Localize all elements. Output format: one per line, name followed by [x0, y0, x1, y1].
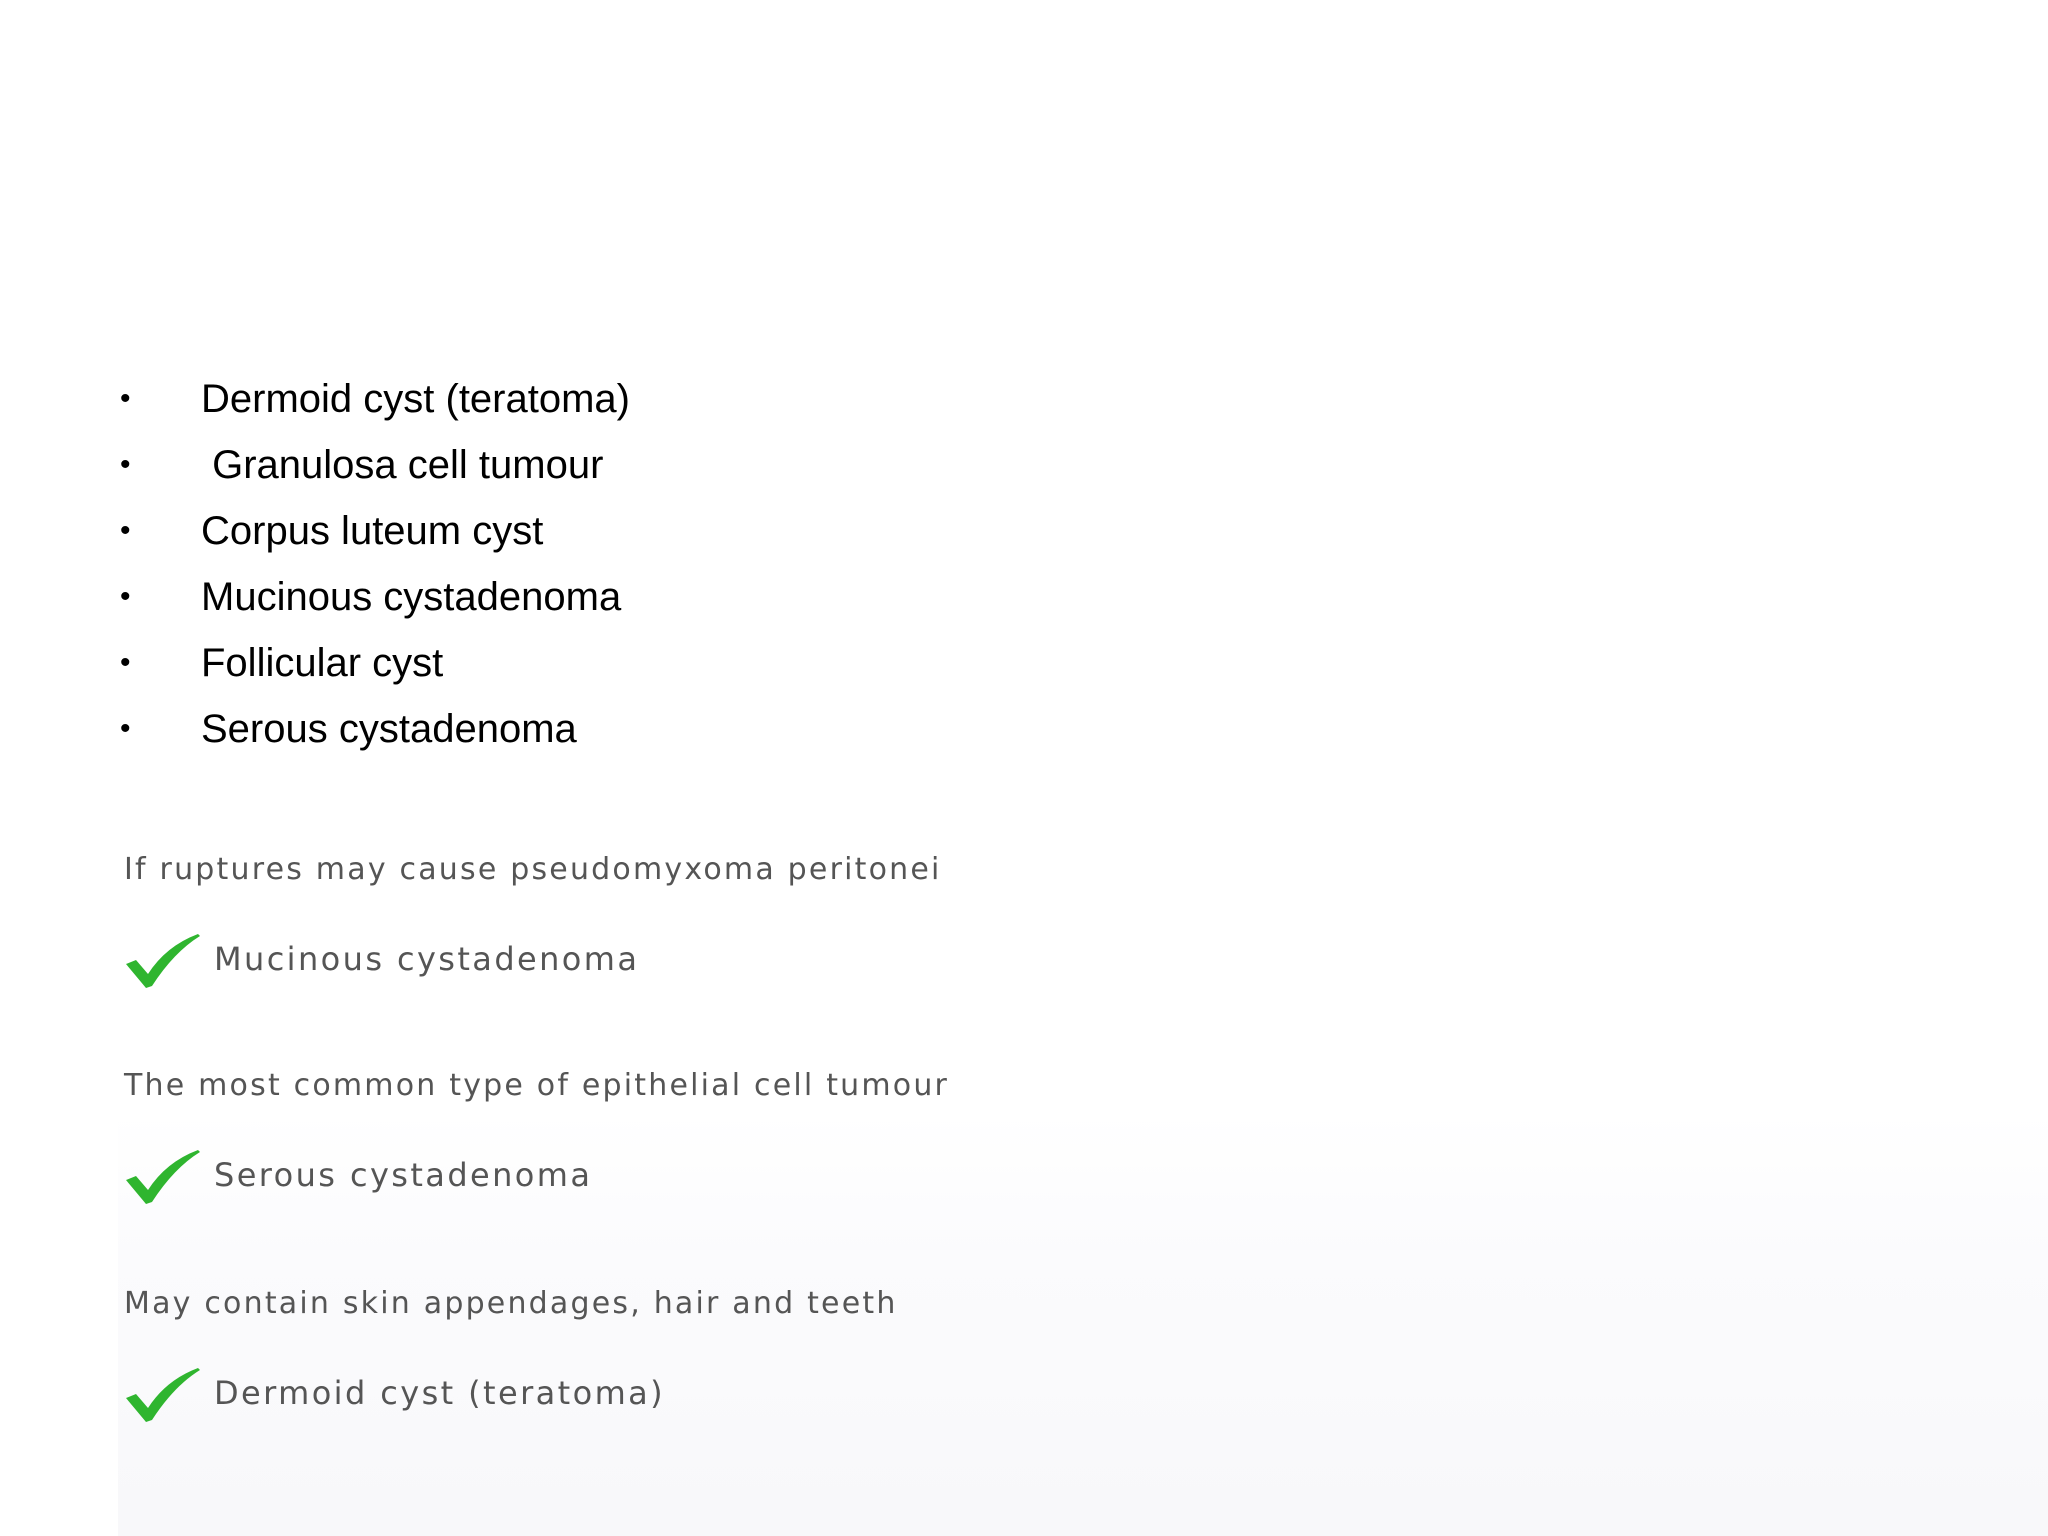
bullet: •	[120, 448, 131, 481]
quiz-answer-row	[118, 1366, 1118, 1426]
quiz-answer: Dermoid cyst (teratoma)	[214, 1374, 666, 1412]
option-label: Dermoid cyst (teratoma)	[201, 377, 630, 421]
quiz-answer-row	[118, 1148, 1118, 1208]
quiz-panel	[118, 830, 2048, 1536]
quiz-answer-row	[118, 932, 1118, 992]
bullet: •	[120, 580, 131, 613]
check-icon	[122, 1366, 202, 1426]
quiz-question: The most common type of epithelial cell tumour	[124, 1068, 950, 1103]
option-label: Serous cystadenoma	[201, 707, 577, 751]
option-label: Granulosa cell tumour	[201, 443, 604, 487]
option-label: Corpus luteum cyst	[201, 509, 544, 553]
quiz-answer: Serous cystadenoma	[214, 1156, 593, 1194]
check-icon	[122, 1148, 202, 1208]
quiz-answer: Mucinous cystadenoma	[214, 940, 640, 978]
quiz-question: May contain skin appendages, hair and teeth	[124, 1286, 898, 1321]
bullet: •	[120, 382, 131, 415]
option-label: Follicular cyst	[201, 641, 444, 685]
option-label: Mucinous cystadenoma	[201, 575, 622, 619]
quiz-question: If ruptures may cause pseudomyxoma peritonei	[124, 852, 942, 887]
bullet: •	[120, 646, 131, 679]
bullet: •	[120, 712, 131, 745]
check-icon	[122, 932, 202, 992]
bullet: •	[120, 514, 131, 547]
